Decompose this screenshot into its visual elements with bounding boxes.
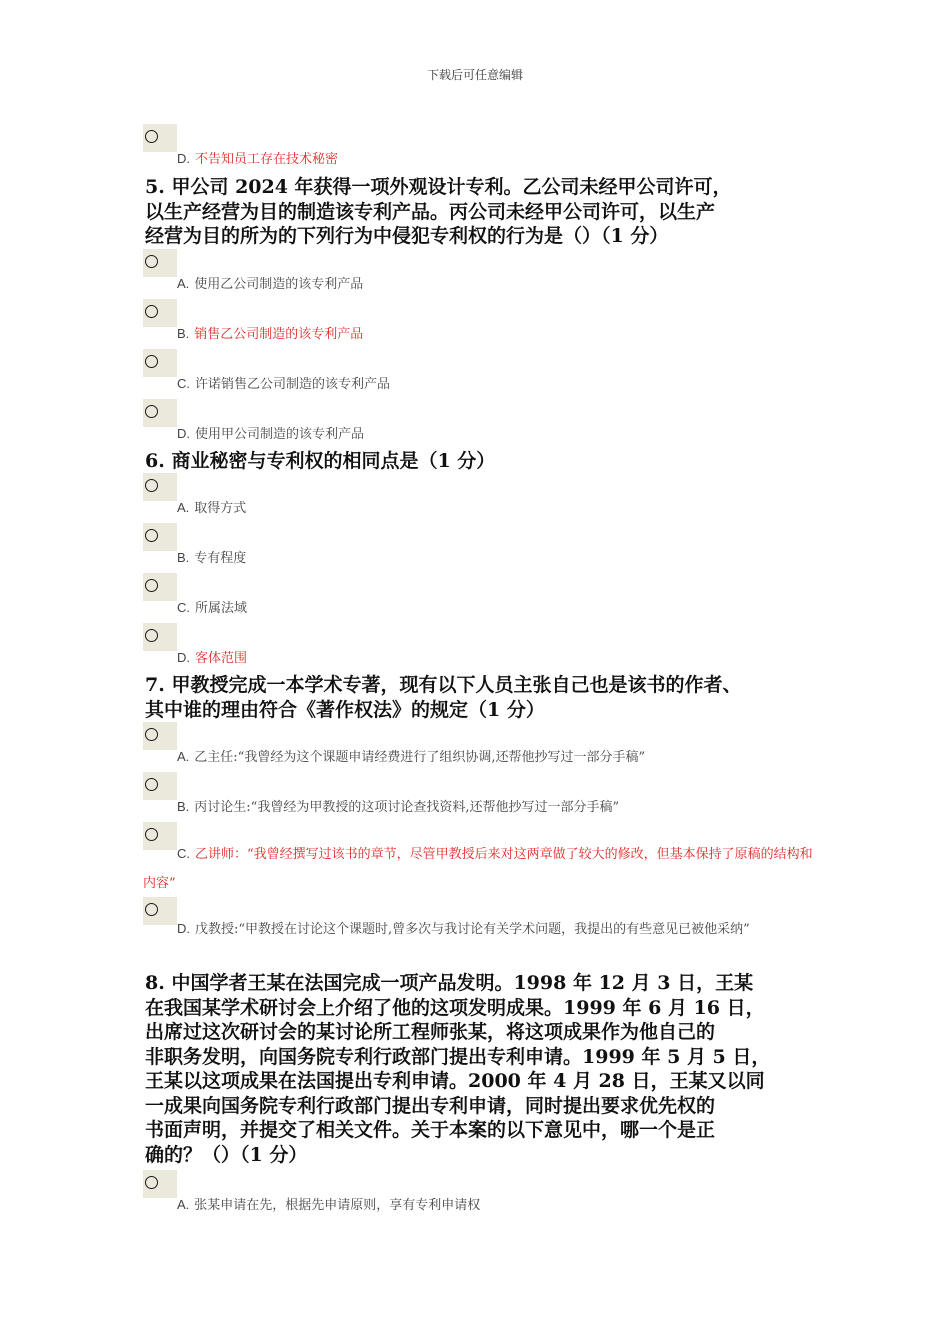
option-q5-b: B. 销售乙公司制造的该专利产品 bbox=[177, 326, 364, 342]
radio-q4-d[interactable] bbox=[143, 124, 177, 152]
question-line: 以生产经营为目的制造该专利产品。丙公司未经甲公司许可，以生产 bbox=[145, 200, 716, 223]
option-q6-a: A. 取得方式 bbox=[177, 500, 247, 516]
question-line: 在我国某学术研讨会上介绍了他的这项发明成果。1999 年 6 月 16 日， bbox=[145, 996, 765, 1019]
radio-q7-b[interactable] bbox=[143, 772, 177, 800]
page-header: 下载后可任意编辑 bbox=[426, 68, 523, 82]
option-q7-b: B. 丙讨论生:“我曾经为甲教授的这项讨论查找资料,还帮他抄写过一部分手稿” bbox=[177, 799, 620, 815]
radio-circle-icon bbox=[145, 255, 158, 268]
radio-circle-icon bbox=[145, 778, 158, 791]
question-line: 王某以这项成果在法国提出专利申请。2000 年 4 月 28 日，王某又以同 bbox=[145, 1070, 765, 1092]
option-q7-a: A. 乙主任:“我曾经为这个课题申请经费进行了组织协调,还帮他抄写过一部分手稿” bbox=[177, 749, 646, 765]
question-6 bbox=[145, 449, 495, 474]
option-q5-c: C. 许诺销售乙公司制造的该专利产品 bbox=[177, 376, 391, 392]
radio-q5-a[interactable] bbox=[143, 249, 177, 277]
question-line: 8. 中国学者王某在法国完成一项产品发明。1998 年 12 月 3 日，王某 bbox=[145, 972, 754, 994]
option-q7-c: C. 乙讲师：“我曾经撰写过该书的章节，尽管甲教授后来对这两章做了较大的修改，但基本保持了原稿的结构和内容” bbox=[143, 846, 813, 891]
radio-circle-icon bbox=[145, 579, 158, 592]
radio-q7-a[interactable] bbox=[143, 722, 177, 750]
radio-circle-icon bbox=[145, 355, 158, 368]
radio-q5-b[interactable] bbox=[143, 299, 177, 327]
option-q8-a: A. 张某申请在先，根据先申请原则，享有专利申请权 bbox=[177, 1197, 481, 1213]
question-line: 6. 商业秘密与专利权的相同点是（1 分） bbox=[145, 450, 496, 472]
option-q6-d: D. 客体范围 bbox=[177, 650, 248, 666]
question-line: 出席过这次研讨会的某讨论所工程师张某，将这项成果作为他自己的 bbox=[145, 1021, 716, 1043]
option-q6-b: B. 专有程度 bbox=[177, 550, 247, 566]
question-line: 书面声明，并提交了相关文件。关于本案的以下意见中，哪一个是正 bbox=[145, 1119, 716, 1141]
radio-q8-a[interactable] bbox=[143, 1170, 177, 1198]
question-line: 一成果向国务院专利行政部门提出专利申请，同时提出要求优先权的 bbox=[145, 1094, 716, 1117]
radio-q6-a[interactable] bbox=[143, 473, 177, 501]
question-line: 7. 甲教授完成一本学术专著，现有以下人员主张自己也是该书的作者、 bbox=[145, 674, 742, 696]
radio-circle-icon bbox=[145, 305, 158, 318]
option-q6-c: C. 所属法域 bbox=[177, 600, 248, 616]
question-7 bbox=[145, 673, 741, 722]
option-q5-a: A. 使用乙公司制造的该专利产品 bbox=[177, 276, 364, 292]
radio-circle-icon bbox=[145, 629, 158, 642]
question-8 bbox=[145, 971, 770, 1167]
question-line: 经营为目的所为的下列行为中侵犯专利权的行为是（）（1 分） bbox=[145, 225, 669, 247]
radio-q6-b[interactable] bbox=[143, 523, 177, 551]
question-line: 其中谁的理由符合《著作权法》的规定（1 分） bbox=[145, 698, 545, 721]
question-line: 确的？（）（1 分） bbox=[145, 1143, 308, 1166]
radio-circle-icon bbox=[145, 130, 158, 143]
option-q5-d: D. 使用甲公司制造的该专利产品 bbox=[177, 426, 365, 442]
radio-circle-icon bbox=[145, 479, 158, 492]
question-line: 非职务发明，向国务院专利行政部门提出专利申请。1999 年 5 月 5 日， bbox=[145, 1045, 771, 1068]
radio-q6-d[interactable] bbox=[143, 623, 177, 651]
question-line: 5. 甲公司 2024 年获得一项外观设计专利。乙公司未经甲公司许可， bbox=[145, 176, 732, 198]
radio-q5-c[interactable] bbox=[143, 349, 177, 377]
option-q7-d: D. 戊教授:“甲教授在讨论这个课题时,曾多次与我讨论有关学术问题，我提出的有些意见已被他采纳” bbox=[177, 921, 750, 937]
radio-q5-d[interactable] bbox=[143, 399, 177, 427]
radio-circle-icon bbox=[145, 529, 158, 542]
question-5 bbox=[145, 175, 732, 249]
radio-q6-c[interactable] bbox=[143, 573, 177, 601]
radio-circle-icon bbox=[145, 728, 158, 741]
radio-circle-icon bbox=[145, 1176, 158, 1189]
radio-circle-icon bbox=[145, 405, 158, 418]
option-q4-d: D. 不告知员工存在技术秘密 bbox=[177, 151, 339, 167]
